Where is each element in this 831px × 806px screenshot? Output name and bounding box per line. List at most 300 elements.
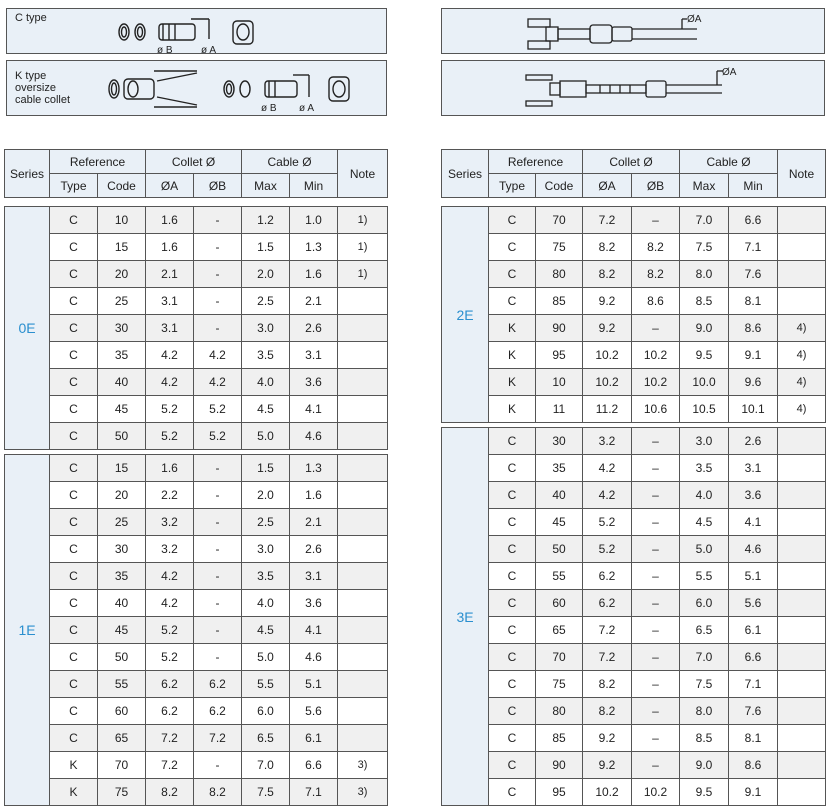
cable-max-cell: 7.5 [680, 671, 729, 698]
note-cell [778, 288, 826, 315]
cable-min-cell: 9.1 [729, 779, 778, 806]
collet-b-cell: 6.2 [194, 671, 242, 698]
collet-b-cell: – [632, 428, 680, 455]
collet-b-cell: - [194, 482, 242, 509]
code-cell: 95 [536, 342, 583, 369]
table-gap [442, 198, 826, 207]
header-min: Min [729, 174, 778, 198]
collet-b-cell: - [194, 288, 242, 315]
collet-a-cell: 4.2 [583, 482, 632, 509]
header-series: Series [442, 150, 489, 198]
cable-min-cell: 3.6 [729, 482, 778, 509]
note-cell [338, 315, 388, 342]
cable-min-cell: 6.6 [729, 644, 778, 671]
type-cell: C [489, 698, 536, 725]
collet-b-cell: - [194, 315, 242, 342]
table-gap [5, 198, 388, 207]
note-cell: 4) [778, 315, 826, 342]
right-diagram-box-bottom [441, 60, 825, 116]
c-type-assembly-drawing [442, 9, 826, 55]
cable-min-cell: 5.6 [290, 698, 338, 725]
cable-min-cell: 4.1 [729, 509, 778, 536]
cable-min-cell: 4.1 [290, 396, 338, 423]
cable-max-cell: 3.0 [242, 315, 290, 342]
table-row [442, 482, 826, 509]
cable-max-cell: 7.0 [680, 644, 729, 671]
cable-min-cell: 7.6 [729, 698, 778, 725]
code-cell: 50 [98, 423, 146, 450]
cable-max-cell: 3.0 [680, 428, 729, 455]
header-max: Max [680, 174, 729, 198]
collet-b-cell: 5.2 [194, 423, 242, 450]
cable-min-cell: 8.1 [729, 725, 778, 752]
collet-a-cell: 6.2 [583, 590, 632, 617]
table-row [5, 234, 388, 261]
table-row [5, 369, 388, 396]
collet-b-cell: – [632, 752, 680, 779]
cable-max-cell: 6.5 [680, 617, 729, 644]
cable-min-cell: 3.6 [290, 369, 338, 396]
cable-min-cell: 1.3 [290, 455, 338, 482]
table-row [5, 455, 388, 482]
code-cell: 45 [98, 396, 146, 423]
cable-min-cell: 7.6 [729, 261, 778, 288]
header-collet: Collet Ø [583, 150, 680, 174]
cable-min-cell: 2.6 [290, 315, 338, 342]
cable-max-cell: 4.0 [242, 590, 290, 617]
collet-a-cell: 7.2 [583, 617, 632, 644]
header-max: Max [242, 174, 290, 198]
type-cell: C [50, 455, 98, 482]
series-cell: 2E [442, 207, 489, 423]
type-cell: K [489, 396, 536, 423]
collet-b-cell: – [632, 455, 680, 482]
cable-max-cell: 3.5 [680, 455, 729, 482]
collet-a-cell: 8.2 [583, 261, 632, 288]
code-cell: 95 [536, 779, 583, 806]
collet-b-cell: 10.2 [632, 369, 680, 396]
table-row [5, 590, 388, 617]
note-cell [778, 590, 826, 617]
left-spec-table [4, 149, 388, 806]
collet-a-cell: 5.2 [146, 396, 194, 423]
cable-max-cell: 8.5 [680, 725, 729, 752]
collet-a-cell: 8.2 [583, 671, 632, 698]
code-cell: 60 [536, 590, 583, 617]
collet-a-cell: 6.2 [583, 563, 632, 590]
collet-b-cell: 10.6 [632, 396, 680, 423]
collet-a-cell: 11.2 [583, 396, 632, 423]
type-cell: C [50, 261, 98, 288]
note-cell [338, 617, 388, 644]
code-cell: 85 [536, 288, 583, 315]
collet-a-cell: 6.2 [146, 671, 194, 698]
type-cell: C [50, 482, 98, 509]
note-cell [778, 725, 826, 752]
collet-a-cell: 4.2 [146, 590, 194, 617]
collet-b-cell: – [632, 644, 680, 671]
code-cell: 70 [98, 752, 146, 779]
collet-a-cell: 2.2 [146, 482, 194, 509]
cable-min-cell: 7.1 [729, 671, 778, 698]
type-cell: C [489, 536, 536, 563]
note-cell [338, 396, 388, 423]
table-row [442, 234, 826, 261]
table-row [442, 644, 826, 671]
cable-max-cell: 6.0 [242, 698, 290, 725]
type-cell: C [489, 428, 536, 455]
type-cell: C [50, 288, 98, 315]
cable-max-cell: 1.5 [242, 455, 290, 482]
type-cell: C [489, 455, 536, 482]
note-cell [338, 590, 388, 617]
collet-b-cell: 8.2 [632, 234, 680, 261]
collet-b-cell: 8.2 [194, 779, 242, 806]
collet-b-cell: - [194, 234, 242, 261]
code-cell: 90 [536, 315, 583, 342]
collet-a-cell: 1.6 [146, 455, 194, 482]
note-cell [778, 536, 826, 563]
cable-min-cell: 6.6 [729, 207, 778, 234]
cable-max-cell: 9.0 [680, 315, 729, 342]
cable-min-cell: 6.6 [290, 752, 338, 779]
cable-min-cell: 5.1 [290, 671, 338, 698]
table-row [442, 563, 826, 590]
type-cell: K [50, 752, 98, 779]
collet-a-cell: 3.2 [583, 428, 632, 455]
code-cell: 50 [536, 536, 583, 563]
table-row [5, 617, 388, 644]
cable-min-cell: 3.1 [290, 342, 338, 369]
collet-b-cell: – [632, 671, 680, 698]
table-row [442, 261, 826, 288]
code-cell: 75 [536, 671, 583, 698]
code-cell: 75 [98, 779, 146, 806]
type-cell: C [489, 509, 536, 536]
note-cell: 4) [778, 342, 826, 369]
table-row [442, 207, 826, 234]
type-cell: C [50, 644, 98, 671]
collet-b-cell: - [194, 563, 242, 590]
table-row [442, 369, 826, 396]
collet-a-cell: 5.2 [583, 536, 632, 563]
note-cell [778, 779, 826, 806]
type-cell: C [489, 234, 536, 261]
code-cell: 55 [536, 563, 583, 590]
note-cell [778, 207, 826, 234]
table-row [5, 288, 388, 315]
collet-b-cell: – [632, 509, 680, 536]
collet-b-cell: - [194, 261, 242, 288]
cable-max-cell: 5.0 [242, 423, 290, 450]
collet-a-cell: 10.2 [583, 342, 632, 369]
table-row [442, 536, 826, 563]
collet-a-cell: 7.2 [583, 644, 632, 671]
note-cell [778, 563, 826, 590]
note-cell [778, 261, 826, 288]
table-row [5, 396, 388, 423]
type-cell: C [489, 261, 536, 288]
collet-b-cell: – [632, 315, 680, 342]
code-cell: 20 [98, 482, 146, 509]
collet-b-cell: 8.6 [632, 288, 680, 315]
table-row [5, 423, 388, 450]
type-cell: K [489, 369, 536, 396]
type-cell: C [50, 342, 98, 369]
table-row [442, 288, 826, 315]
code-cell: 30 [98, 315, 146, 342]
code-cell: 30 [98, 536, 146, 563]
cable-min-cell: 4.6 [290, 423, 338, 450]
left-table-header [5, 150, 388, 198]
k-type-diagram-box [6, 60, 387, 116]
note-cell [338, 423, 388, 450]
collet-a-cell: 1.6 [146, 207, 194, 234]
header-dia-b: ØB [194, 174, 242, 198]
cable-min-cell: 2.1 [290, 288, 338, 315]
code-cell: 25 [98, 288, 146, 315]
collet-a-cell: 1.6 [146, 234, 194, 261]
cable-max-cell: 5.5 [242, 671, 290, 698]
cable-max-cell: 5.0 [680, 536, 729, 563]
note-cell [778, 509, 826, 536]
table-row [442, 752, 826, 779]
collet-b-cell: - [194, 536, 242, 563]
collet-a-cell: 5.2 [146, 617, 194, 644]
code-cell: 11 [536, 396, 583, 423]
type-cell: C [50, 423, 98, 450]
code-cell: 35 [98, 342, 146, 369]
table-row [5, 536, 388, 563]
table-row [5, 563, 388, 590]
collet-a-cell: 7.2 [146, 752, 194, 779]
c-type-label: C type [15, 12, 47, 24]
table-row [5, 342, 388, 369]
code-cell: 50 [98, 644, 146, 671]
code-cell: 25 [98, 509, 146, 536]
type-cell: C [50, 698, 98, 725]
header-cable: Cable Ø [242, 150, 338, 174]
right-bottom-dia-a: ØA [722, 67, 737, 78]
collet-a-cell: 4.2 [146, 342, 194, 369]
cable-max-cell: 7.5 [680, 234, 729, 261]
cable-min-cell: 7.1 [290, 779, 338, 806]
collet-b-cell: - [194, 509, 242, 536]
cable-min-cell: 7.1 [729, 234, 778, 261]
header-code: Code [98, 174, 146, 198]
header-note: Note [338, 150, 388, 198]
note-cell [778, 617, 826, 644]
cable-max-cell: 8.5 [680, 288, 729, 315]
note-cell [778, 644, 826, 671]
type-cell: C [50, 590, 98, 617]
code-cell: 40 [98, 590, 146, 617]
collet-a-cell: 9.2 [583, 315, 632, 342]
collet-a-cell: 9.2 [583, 752, 632, 779]
table-row [5, 261, 388, 288]
cable-min-cell: 8.6 [729, 315, 778, 342]
table-row [5, 315, 388, 342]
collet-b-cell: - [194, 752, 242, 779]
note-cell [778, 698, 826, 725]
cable-max-cell: 10.5 [680, 396, 729, 423]
cable-max-cell: 4.0 [242, 369, 290, 396]
right-diagram-box-top [441, 8, 825, 54]
k-type-dia-a: ø A [299, 103, 315, 114]
cable-min-cell: 1.6 [290, 482, 338, 509]
collet-a-cell: 8.2 [583, 234, 632, 261]
header-code: Code [536, 174, 583, 198]
type-cell: C [489, 563, 536, 590]
collet-b-cell: – [632, 590, 680, 617]
type-cell: C [50, 315, 98, 342]
collet-b-cell: – [632, 725, 680, 752]
code-cell: 45 [536, 509, 583, 536]
right-table-header [442, 150, 826, 198]
cable-max-cell: 1.2 [242, 207, 290, 234]
collet-a-cell: 5.2 [583, 509, 632, 536]
note-cell: 1) [338, 261, 388, 288]
collet-b-cell: 10.2 [632, 342, 680, 369]
note-cell [338, 725, 388, 752]
note-cell [338, 644, 388, 671]
note-cell [338, 342, 388, 369]
collet-a-cell: 10.2 [583, 779, 632, 806]
type-cell: K [489, 315, 536, 342]
k-type-label: K type oversize cable collet [15, 70, 71, 106]
type-cell: C [50, 536, 98, 563]
type-cell: C [489, 671, 536, 698]
table-row [5, 509, 388, 536]
cable-max-cell: 1.5 [242, 234, 290, 261]
table-row [5, 482, 388, 509]
table-row [5, 779, 388, 806]
header-collet: Collet Ø [146, 150, 242, 174]
cable-max-cell: 4.5 [242, 617, 290, 644]
collet-b-cell: – [632, 617, 680, 644]
type-cell: C [50, 234, 98, 261]
type-cell: C [489, 644, 536, 671]
table-row [5, 671, 388, 698]
cable-max-cell: 9.5 [680, 342, 729, 369]
cable-min-cell: 6.1 [290, 725, 338, 752]
cable-max-cell: 4.5 [680, 509, 729, 536]
code-cell: 65 [536, 617, 583, 644]
cable-min-cell: 6.1 [729, 617, 778, 644]
collet-a-cell: 4.2 [146, 563, 194, 590]
note-cell [338, 455, 388, 482]
series-cell: 3E [442, 428, 489, 806]
header-note: Note [778, 150, 826, 198]
collet-a-cell: 5.2 [146, 644, 194, 671]
code-cell: 35 [536, 455, 583, 482]
note-cell: 3) [338, 752, 388, 779]
cable-max-cell: 4.0 [680, 482, 729, 509]
code-cell: 10 [536, 369, 583, 396]
type-cell: C [50, 725, 98, 752]
type-cell: C [50, 369, 98, 396]
cable-min-cell: 9.6 [729, 369, 778, 396]
series-cell: 0E [5, 207, 50, 450]
note-cell [778, 752, 826, 779]
k-type-assembly-drawing [442, 61, 826, 117]
collet-b-cell: - [194, 617, 242, 644]
cable-min-cell: 2.1 [290, 509, 338, 536]
note-cell [338, 482, 388, 509]
collet-b-cell: – [632, 698, 680, 725]
cable-max-cell: 2.0 [242, 261, 290, 288]
cable-min-cell: 5.6 [729, 590, 778, 617]
collet-a-cell: 9.2 [583, 725, 632, 752]
collet-b-cell: – [632, 207, 680, 234]
cable-min-cell: 3.1 [729, 455, 778, 482]
cable-min-cell: 3.6 [290, 590, 338, 617]
code-cell: 55 [98, 671, 146, 698]
header-reference: Reference [50, 150, 146, 174]
type-cell: C [489, 207, 536, 234]
code-cell: 70 [536, 644, 583, 671]
code-cell: 15 [98, 455, 146, 482]
collet-b-cell: - [194, 455, 242, 482]
table-row [442, 671, 826, 698]
collet-a-cell: 4.2 [583, 455, 632, 482]
note-cell [338, 671, 388, 698]
c-type-collet-drawing [7, 9, 388, 55]
collet-b-cell: - [194, 590, 242, 617]
collet-b-cell: 4.2 [194, 369, 242, 396]
note-cell: 1) [338, 207, 388, 234]
collet-a-cell: 9.2 [583, 288, 632, 315]
code-cell: 40 [98, 369, 146, 396]
collet-b-cell: 6.2 [194, 698, 242, 725]
type-cell: K [50, 779, 98, 806]
type-cell: C [489, 617, 536, 644]
code-cell: 80 [536, 698, 583, 725]
note-cell [338, 563, 388, 590]
note-cell [778, 671, 826, 698]
table-row [5, 698, 388, 725]
collet-a-cell: 7.2 [583, 207, 632, 234]
table-row [442, 396, 826, 423]
collet-a-cell: 5.2 [146, 423, 194, 450]
c-type-dia-a: ø A [201, 45, 217, 55]
cable-max-cell: 5.0 [242, 644, 290, 671]
table-row [442, 428, 826, 455]
cable-min-cell: 10.1 [729, 396, 778, 423]
collet-a-cell: 10.2 [583, 369, 632, 396]
table-row [442, 455, 826, 482]
cable-min-cell: 4.1 [290, 617, 338, 644]
table-row [442, 617, 826, 644]
header-dia-b: ØB [632, 174, 680, 198]
cable-max-cell: 4.5 [242, 396, 290, 423]
note-cell [338, 288, 388, 315]
cable-min-cell: 8.1 [729, 288, 778, 315]
collet-a-cell: 6.2 [146, 698, 194, 725]
note-cell: 4) [778, 369, 826, 396]
cable-max-cell: 3.5 [242, 563, 290, 590]
header-cable: Cable Ø [680, 150, 778, 174]
collet-a-cell: 3.1 [146, 288, 194, 315]
header-type: Type [489, 174, 536, 198]
code-cell: 85 [536, 725, 583, 752]
type-cell: C [489, 590, 536, 617]
table-row [5, 644, 388, 671]
type-cell: C [50, 509, 98, 536]
cable-max-cell: 6.0 [680, 590, 729, 617]
cable-max-cell: 3.0 [242, 536, 290, 563]
cable-min-cell: 8.6 [729, 752, 778, 779]
